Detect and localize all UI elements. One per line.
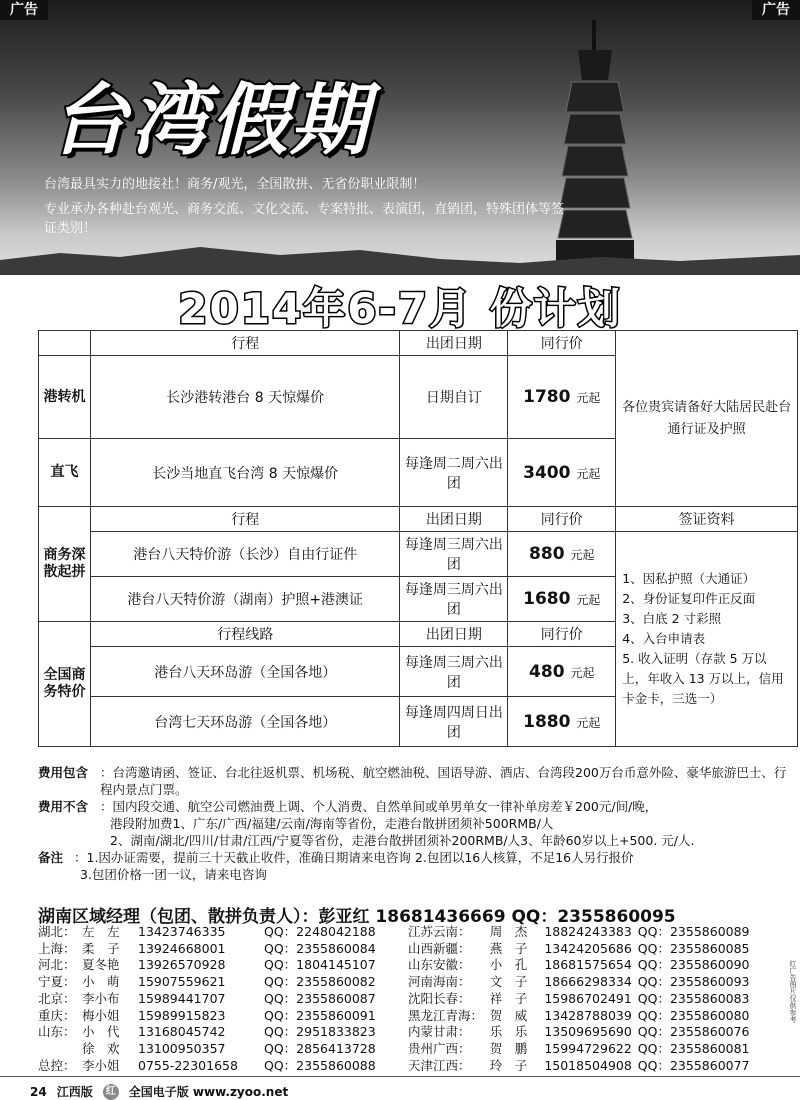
remark-line-2: 3.包团价格一团一议，请来电咨询 [80, 867, 267, 882]
section-label-national: 全国商务特价 [39, 622, 91, 747]
visa-item: 1、因私护照（大通证） [622, 571, 756, 586]
date-cell: 每逢周三周六出团 [400, 532, 508, 577]
contact-column-right [408, 924, 778, 1074]
contact-row: 沈阳长春： 祥 子 15986702491 QQ：2355860083 [408, 990, 750, 1006]
fee-exclude [38, 798, 798, 815]
note-cell: 各位贵宾请备好大陆居民赴台通行证及护照 [616, 331, 798, 507]
fee-exclude-label: 费用不含 [38, 799, 89, 814]
contact-row: 北京： 李小布 15989441707 QQ：2355860087 [38, 990, 376, 1006]
visa-item: 3、白底 2 寸彩照 [622, 611, 722, 626]
footer [30, 1083, 288, 1100]
fee-exclude-text: ：国内段交通、航空公司燃油费上调、个人消费、自然单间或单男单女一律补单房差￥200元/间/晚， [100, 799, 658, 814]
ad-label-left: 广告 [0, 0, 48, 20]
date-cell: 每逢周三周六出团 [400, 647, 508, 697]
date-cell: 日期自订 [400, 356, 508, 439]
route-cell: 港台八天特价游（湖南）护照+港澳证 [90, 577, 400, 622]
remark-text: ：1.因办证需要，提前三十天截止收件，准确日期请来电咨询 2.包团以16人核算，不足16人另行报价 [74, 850, 634, 865]
route-cell: 长沙港转港台 8 天惊爆价 [90, 356, 400, 439]
fee-exclude-line-2: 港段附加费1、广东/广西/福建/云南/海南等省份，走港台散拼团须补500RMB/人 [110, 816, 554, 831]
price-cell: 1780 元起 [508, 356, 616, 439]
contact-row: 重庆： 梅小姐 15989915823 QQ：2355860091 [38, 1007, 376, 1023]
plan-table [38, 330, 798, 747]
fee-exclude-line-3: 2、湖南/湖北/四川/甘肃/江西/宁夏等省份，走港台散拼团须补200RMB/人3、年龄60岁以上+500. 元/人. [110, 833, 695, 848]
fee-include-label: 费用包含 [38, 765, 89, 780]
contact-row: 上海： 柔 子 13924668001 QQ：2355860084 [38, 940, 376, 956]
price-cell: 880 元起 [508, 532, 616, 577]
hills-silhouette [0, 235, 800, 275]
edition-label: 江西版 [56, 1085, 93, 1099]
header-date: 出团日期 [400, 507, 508, 532]
contact-row: 总控： 李小姐 0755-22301658 QQ：2355860088 [38, 1057, 376, 1073]
remark-label: 备注 [38, 850, 64, 865]
header-date: 出团日期 [400, 622, 508, 647]
header-date: 出团日期 [400, 331, 508, 356]
intro-line-1: 台湾最具实力的地接社！商务/观光，全国散拼、无省份职业限制！ [44, 177, 426, 192]
header-route: 行程 [90, 507, 400, 532]
intro-line-2: 专业承办各种赴台观光、商务交流、文化交流、专案特批、表演团，直销团，特殊团体等签证类别！ [44, 202, 565, 236]
contact-row: 山东： 小 代 13168045742 QQ：2951833823 [38, 1024, 376, 1040]
contact-row: 黑龙江青海： 贺 威 13428788039 QQ：2355860080 [408, 1007, 750, 1023]
plan-title: 2014年6-7月 份计划 [178, 284, 622, 333]
contact-list [38, 924, 778, 1074]
contact-row: 内蒙甘肃： 乐 乐 13509695690 QQ：2355860076 [408, 1024, 750, 1040]
contact-row: 宁夏： 小 萌 15907559621 QQ：2355860082 [38, 974, 376, 990]
price-cell: 1880 元起 [508, 697, 616, 747]
route-cell: 长沙当地直飞台湾 8 天惊爆价 [90, 439, 400, 507]
price-cell: 3400 元起 [508, 439, 616, 507]
price-cell: 480 元起 [508, 647, 616, 697]
section-label-direct: 直飞 [39, 439, 91, 507]
visa-item: 2、身份证复印件正反面 [622, 591, 756, 606]
section-label-business: 商务深散起拼 [39, 507, 91, 622]
contact-column-left [38, 924, 408, 1074]
route-cell: 港台八天特价游（长沙）自由行证件 [90, 532, 400, 577]
header-price: 同行价 [508, 331, 616, 356]
route-cell: 港台八天环岛游（全国各地） [90, 647, 400, 697]
contact-row: 河南海南： 文 子 18666298334 QQ：2355860093 [408, 974, 750, 990]
header-route-line: 行程线路 [90, 622, 400, 647]
contact-row: 天津江西： 玲 子 15018504908 QQ：2355860077 [408, 1057, 750, 1073]
contact-row: 徐 欢 13100950357 QQ：2856413728 [82, 1040, 376, 1056]
contact-row: 河北： 夏冬艳 13926570928 QQ：1804145107 [38, 957, 376, 973]
hong-badge: 红 [103, 1084, 119, 1100]
contact-row: 山东安徽： 小 孔 18681575654 QQ：2355860090 [408, 957, 750, 973]
contact-row: 湖北： 左 左 13423746335 QQ：2248042188 [38, 924, 376, 939]
contact-row: 贵州广西： 贺 鹏 15994729622 QQ：2355860081 [408, 1040, 750, 1056]
regional-manager: 湖南区域经理（包团、散拼负责人）：彭亚红 18681436669 QQ：2355860095 [38, 907, 676, 927]
header-price: 同行价 [508, 507, 616, 532]
visa-item: 4、入台申请表 [622, 631, 706, 646]
page-number: 24 [30, 1084, 47, 1099]
contact-row: 江苏云南： 周 杰 18824243383 QQ：2355860089 [408, 924, 750, 939]
fee-include [38, 764, 798, 798]
contact-row: 山西新疆： 燕 子 13424205686 QQ：2355860085 [408, 940, 750, 956]
route-cell: 台湾七天环岛游（全国各地） [90, 697, 400, 747]
date-cell: 每逢周四周日出团 [400, 697, 508, 747]
visa-item: 5. 收入证明（存款 5 万以上，年收入 13 万以上，信用卡金卡，三选一） [622, 651, 784, 706]
remark [38, 849, 798, 866]
fee-include-text: ：台湾邀请函、签证、台北往返机票、机场税、航空燃油税、国语导游、酒店、台湾段200万台币意外险、豪华旅游巴士、行程内景点门票。 [100, 765, 787, 797]
section-label-transfer: 港转机 [39, 356, 91, 439]
visa-list [616, 532, 798, 747]
header-route: 行程 [90, 331, 400, 356]
fee-details [38, 764, 798, 883]
date-cell: 每逢周二周六出团 [400, 439, 508, 507]
headline: 台湾假期 [50, 76, 371, 166]
footer-divider [0, 1076, 800, 1077]
date-cell: 每逢周三周六出团 [400, 577, 508, 622]
header-price: 同行价 [508, 622, 616, 647]
header-visa: 签证资料 [616, 507, 798, 532]
website-link[interactable]: 全国电子版 www.zyoo.net [128, 1085, 289, 1099]
side-note: 红广告图片仅供参考 [789, 960, 797, 1023]
price-cell: 1680 元起 [508, 577, 616, 622]
ad-label-right: 广告 [752, 0, 800, 20]
